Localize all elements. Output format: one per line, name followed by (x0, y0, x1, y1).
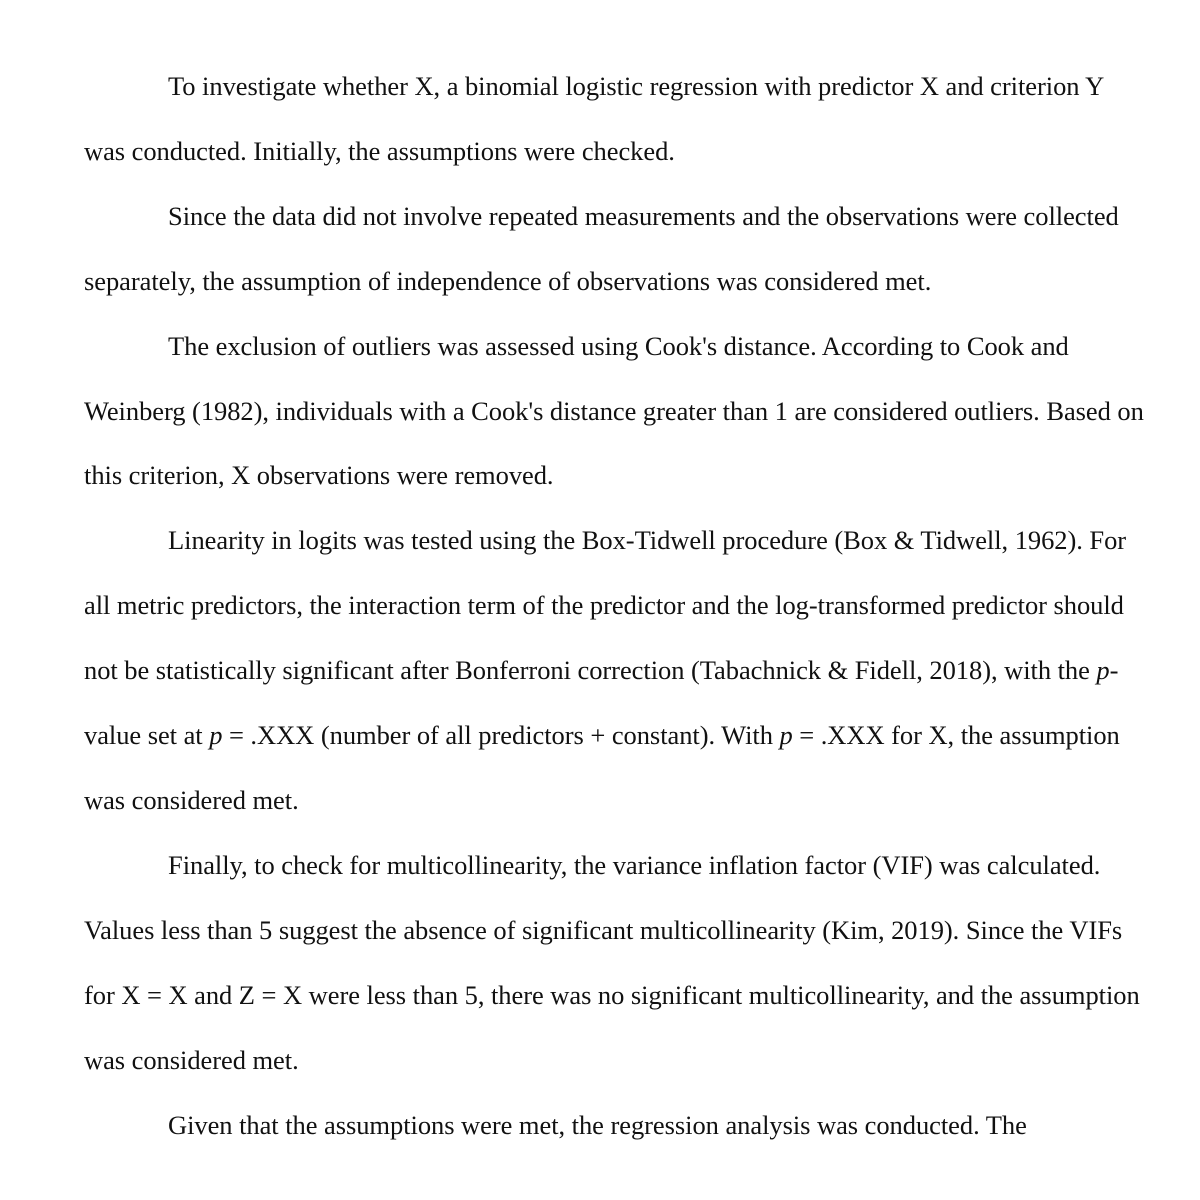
text-segment: To investigate whether X, a binomial logistic regression with predictor X and criterion Y was conducted. Initially, the assumptions were checked. (84, 71, 1104, 166)
italic-p-symbol: p (779, 720, 793, 751)
italic-p-symbol: p (209, 720, 223, 751)
italic-p-symbol: p (1096, 655, 1110, 686)
text-segment: Since the data did not involve repeated measurements and the observations were collected separately, the assumption of independence of observations was considered met. (84, 200, 1119, 296)
text-segment: = .XXX for X, the assumption was considered met. (84, 720, 1120, 815)
paragraph-independence (84, 184, 1144, 314)
body-text (84, 54, 1144, 1157)
text-segment: Given that the assumptions were met, the regression analysis was conducted. The (168, 1109, 1027, 1140)
paragraph-independent-variable (84, 54, 1144, 184)
paragraph-multicollinearity (84, 833, 1144, 1093)
paragraph-regression (84, 1093, 1144, 1158)
text-segment: Finally, to check for multicollinearity, the variance inflation factor (VIF) was calculated. Values less than 5 suggest the absence of significant multicollinearity (Kim, 2019). Since the VIFs for X = X and Z = X were less than 5, there was no significant multicollinearity, and the assumption was considered met. (84, 849, 1140, 1075)
paragraph-linearity (84, 508, 1144, 833)
paragraph-outliers (84, 314, 1144, 509)
text-segment: -value set at (84, 655, 1119, 751)
text-segment: The exclusion of outliers was assessed using Cook's distance. According to Cook and Weinberg (1982), individuals with a Cook's distance greater than 1 are considered outliers. Based on this criterion, X observations were removed. (84, 330, 1144, 491)
text-segment: = .XXX (number of all predictors + constant). With (222, 720, 780, 751)
text-segment: Linearity in logits was tested using the Box-Tidwell procedure (Box & Tidwell, 1962). For all metric predictors, the interaction term of the predictor and the log-transformed predictor should not be statistically significant after Bonferroni correction (Tabachnick & Fidell, 2018), with the (84, 525, 1127, 686)
